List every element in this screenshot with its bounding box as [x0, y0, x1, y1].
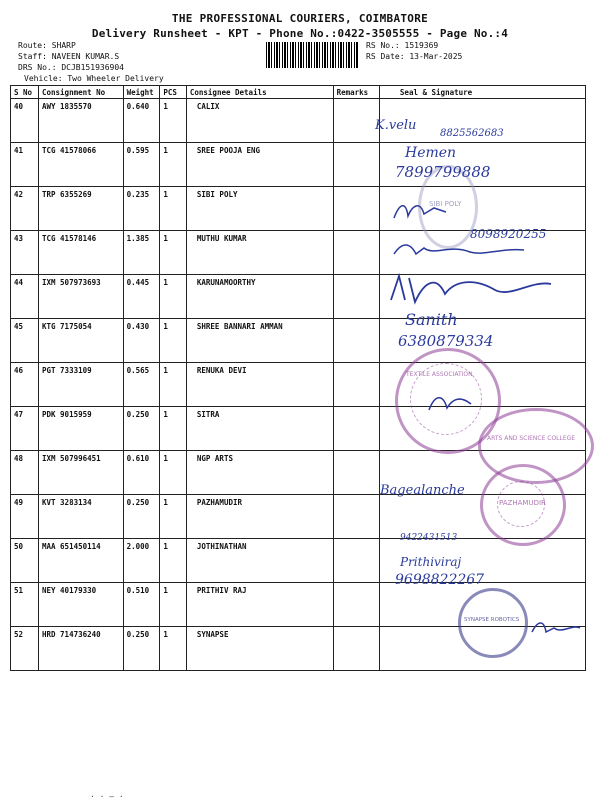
signature-scribble: [390, 196, 450, 226]
cell-weight: 0.250: [123, 627, 160, 671]
cell-consignment: IXM 507996451: [38, 451, 123, 495]
page-footer-mark: · · — ·: [90, 792, 124, 801]
drs-number: DRS No.: DCJB151936904: [18, 63, 124, 72]
cell-remarks: [333, 187, 379, 231]
cell-remarks: [333, 99, 379, 143]
cell-weight: 0.445: [123, 275, 160, 319]
cell-consignee: CALIX: [186, 99, 333, 143]
cell-remarks: [333, 495, 379, 539]
cell-weight: 0.640: [123, 99, 160, 143]
col-consignment: Consignment No: [38, 86, 123, 99]
rs-date: RS Date: 13-Mar-2025: [366, 52, 463, 61]
cell-consignment: TRP 6355269: [38, 187, 123, 231]
cell-consignee: MUTHU KUMAR: [186, 231, 333, 275]
cell-weight: 1.385: [123, 231, 160, 275]
cell-consignment: TCG 41578146: [38, 231, 123, 275]
col-consignee: Consignee Details: [186, 86, 333, 99]
cell-sno: 52: [11, 627, 39, 671]
signature-phone: 7899799888: [395, 163, 491, 181]
col-weight: Weight: [123, 86, 160, 99]
cell-sno: 49: [11, 495, 39, 539]
cell-consignee: SIBI POLY: [186, 187, 333, 231]
signature-text: Sanith: [405, 310, 458, 329]
signature-scribble: [390, 238, 530, 262]
rs-number: RS No.: 1519369: [366, 41, 439, 50]
cell-consignment: KTG 7175054: [38, 319, 123, 363]
cell-weight: 0.250: [123, 407, 160, 451]
cell-remarks: [333, 627, 379, 671]
cell-consignment: MAA 651450114: [38, 539, 123, 583]
col-remarks: Remarks: [333, 86, 379, 99]
signature-phone: 9698822267: [395, 572, 485, 588]
cell-consignee: SHREE BANNARI AMMAN: [186, 319, 333, 363]
cell-weight: 0.235: [123, 187, 160, 231]
cell-consignee: PAZHAMUDIR: [186, 495, 333, 539]
signature-text: Bagealanche: [380, 483, 465, 498]
cell-pcs: 1: [160, 99, 186, 143]
cell-consignee: NGP ARTS: [186, 451, 333, 495]
table-row: [11, 143, 586, 187]
seal-text: ARTS AND SCIENCE COLLEGE: [487, 435, 576, 442]
cell-weight: 0.430: [123, 319, 160, 363]
signature-phone: 8098920255: [470, 227, 547, 241]
cell-weight: 0.565: [123, 363, 160, 407]
seal-text: SIBI POLY: [429, 200, 462, 208]
cell-remarks: [333, 319, 379, 363]
signature-phone: 8825562683: [440, 128, 504, 139]
cell-sno: 44: [11, 275, 39, 319]
cell-remarks: [333, 275, 379, 319]
cell-weight: 0.610: [123, 451, 160, 495]
cell-pcs: 1: [160, 407, 186, 451]
cell-pcs: 1: [160, 187, 186, 231]
seal-text: SYNAPSE ROBOTICS: [464, 617, 520, 623]
seal-text: TEXTILE ASSOCIATION: [406, 371, 473, 378]
cell-sno: 45: [11, 319, 39, 363]
cell-pcs: 1: [160, 143, 186, 187]
cell-weight: 0.250: [123, 495, 160, 539]
cell-consignee: JOTHINATHAN: [186, 539, 333, 583]
cell-remarks: [333, 539, 379, 583]
cell-sno: 40: [11, 99, 39, 143]
cell-remarks: [333, 363, 379, 407]
cell-consignment: IXM 507973693: [38, 275, 123, 319]
cell-weight: 0.510: [123, 583, 160, 627]
cell-pcs: 1: [160, 275, 186, 319]
table-row: [11, 319, 586, 363]
cell-pcs: 1: [160, 363, 186, 407]
cell-consignee: PRITHIV RAJ: [186, 583, 333, 627]
cell-consignee: KARUNAMOORTHY: [186, 275, 333, 319]
cell-remarks: [333, 451, 379, 495]
signature-text: Hemen: [405, 145, 457, 161]
seal-text: PAZHAMUDIR: [499, 499, 546, 507]
cell-consignee: SITRA: [186, 407, 333, 451]
cell-sno: 47: [11, 407, 39, 451]
runsheet-subtitle: Delivery Runsheet - KPT - Phone No.:0422-3505555 - Page No.:4: [91, 27, 509, 40]
cell-sno: 48: [11, 451, 39, 495]
cell-consignment: TCG 41578066: [38, 143, 123, 187]
cell-remarks: [333, 231, 379, 275]
cell-pcs: 1: [160, 583, 186, 627]
cell-weight: 2.000: [123, 539, 160, 583]
col-signature: Seal & Signature: [379, 86, 585, 99]
cell-remarks: [333, 407, 379, 451]
table-row: [11, 539, 586, 583]
runsheet-title: THE PROFESSIONAL COURIERS, COIMBATORE: [171, 12, 429, 25]
cell-pcs: 1: [160, 231, 186, 275]
cell-sno: 41: [11, 143, 39, 187]
table-row: [11, 187, 586, 231]
route-label: Route: SHARP: [18, 41, 76, 50]
seal-stamp-synapse: [458, 588, 528, 658]
cell-consignment: AWY 1835570: [38, 99, 123, 143]
cell-pcs: 1: [160, 451, 186, 495]
signature-scribble: [528, 618, 583, 638]
col-sno: S No: [11, 86, 39, 99]
cell-consignment: KVT 3283134: [38, 495, 123, 539]
signature-scribble: [425, 390, 475, 420]
col-pcs: PCS: [160, 86, 186, 99]
table-header-row: [11, 86, 586, 99]
cell-consignment: PDK 9015959: [38, 407, 123, 451]
cell-consignment: NEY 40179330: [38, 583, 123, 627]
barcode: [266, 42, 358, 68]
cell-consignment: HRD 714736240: [38, 627, 123, 671]
cell-sno: 51: [11, 583, 39, 627]
cell-remarks: [333, 583, 379, 627]
cell-pcs: 1: [160, 319, 186, 363]
cell-sno: 42: [11, 187, 39, 231]
signature-phone: 9422431513: [400, 533, 458, 543]
cell-remarks: [333, 143, 379, 187]
signature-text: Prithiviraj: [400, 555, 462, 569]
runsheet-table: [10, 85, 586, 671]
cell-consignee: SREE POOJA ENG: [186, 143, 333, 187]
cell-sno: 50: [11, 539, 39, 583]
staff-label: Staff: NAVEEN KUMAR.S: [18, 52, 120, 61]
cell-pcs: 1: [160, 495, 186, 539]
signature-phone: 6380879334: [398, 332, 494, 350]
cell-consignee: SYNAPSE: [186, 627, 333, 671]
cell-weight: 0.595: [123, 143, 160, 187]
cell-sno: 46: [11, 363, 39, 407]
cell-sno: 43: [11, 231, 39, 275]
signature-text: K.velu: [375, 118, 417, 133]
cell-pcs: 1: [160, 539, 186, 583]
signature-scribble: [385, 270, 555, 310]
seal-stamp-pazhamudir: [480, 464, 566, 546]
cell-pcs: 1: [160, 627, 186, 671]
cell-consignment: PGT 7333109: [38, 363, 123, 407]
cell-consignee: RENUKA DEVI: [186, 363, 333, 407]
vehicle-label: Vehicle: Two Wheeler Delivery: [24, 74, 164, 83]
